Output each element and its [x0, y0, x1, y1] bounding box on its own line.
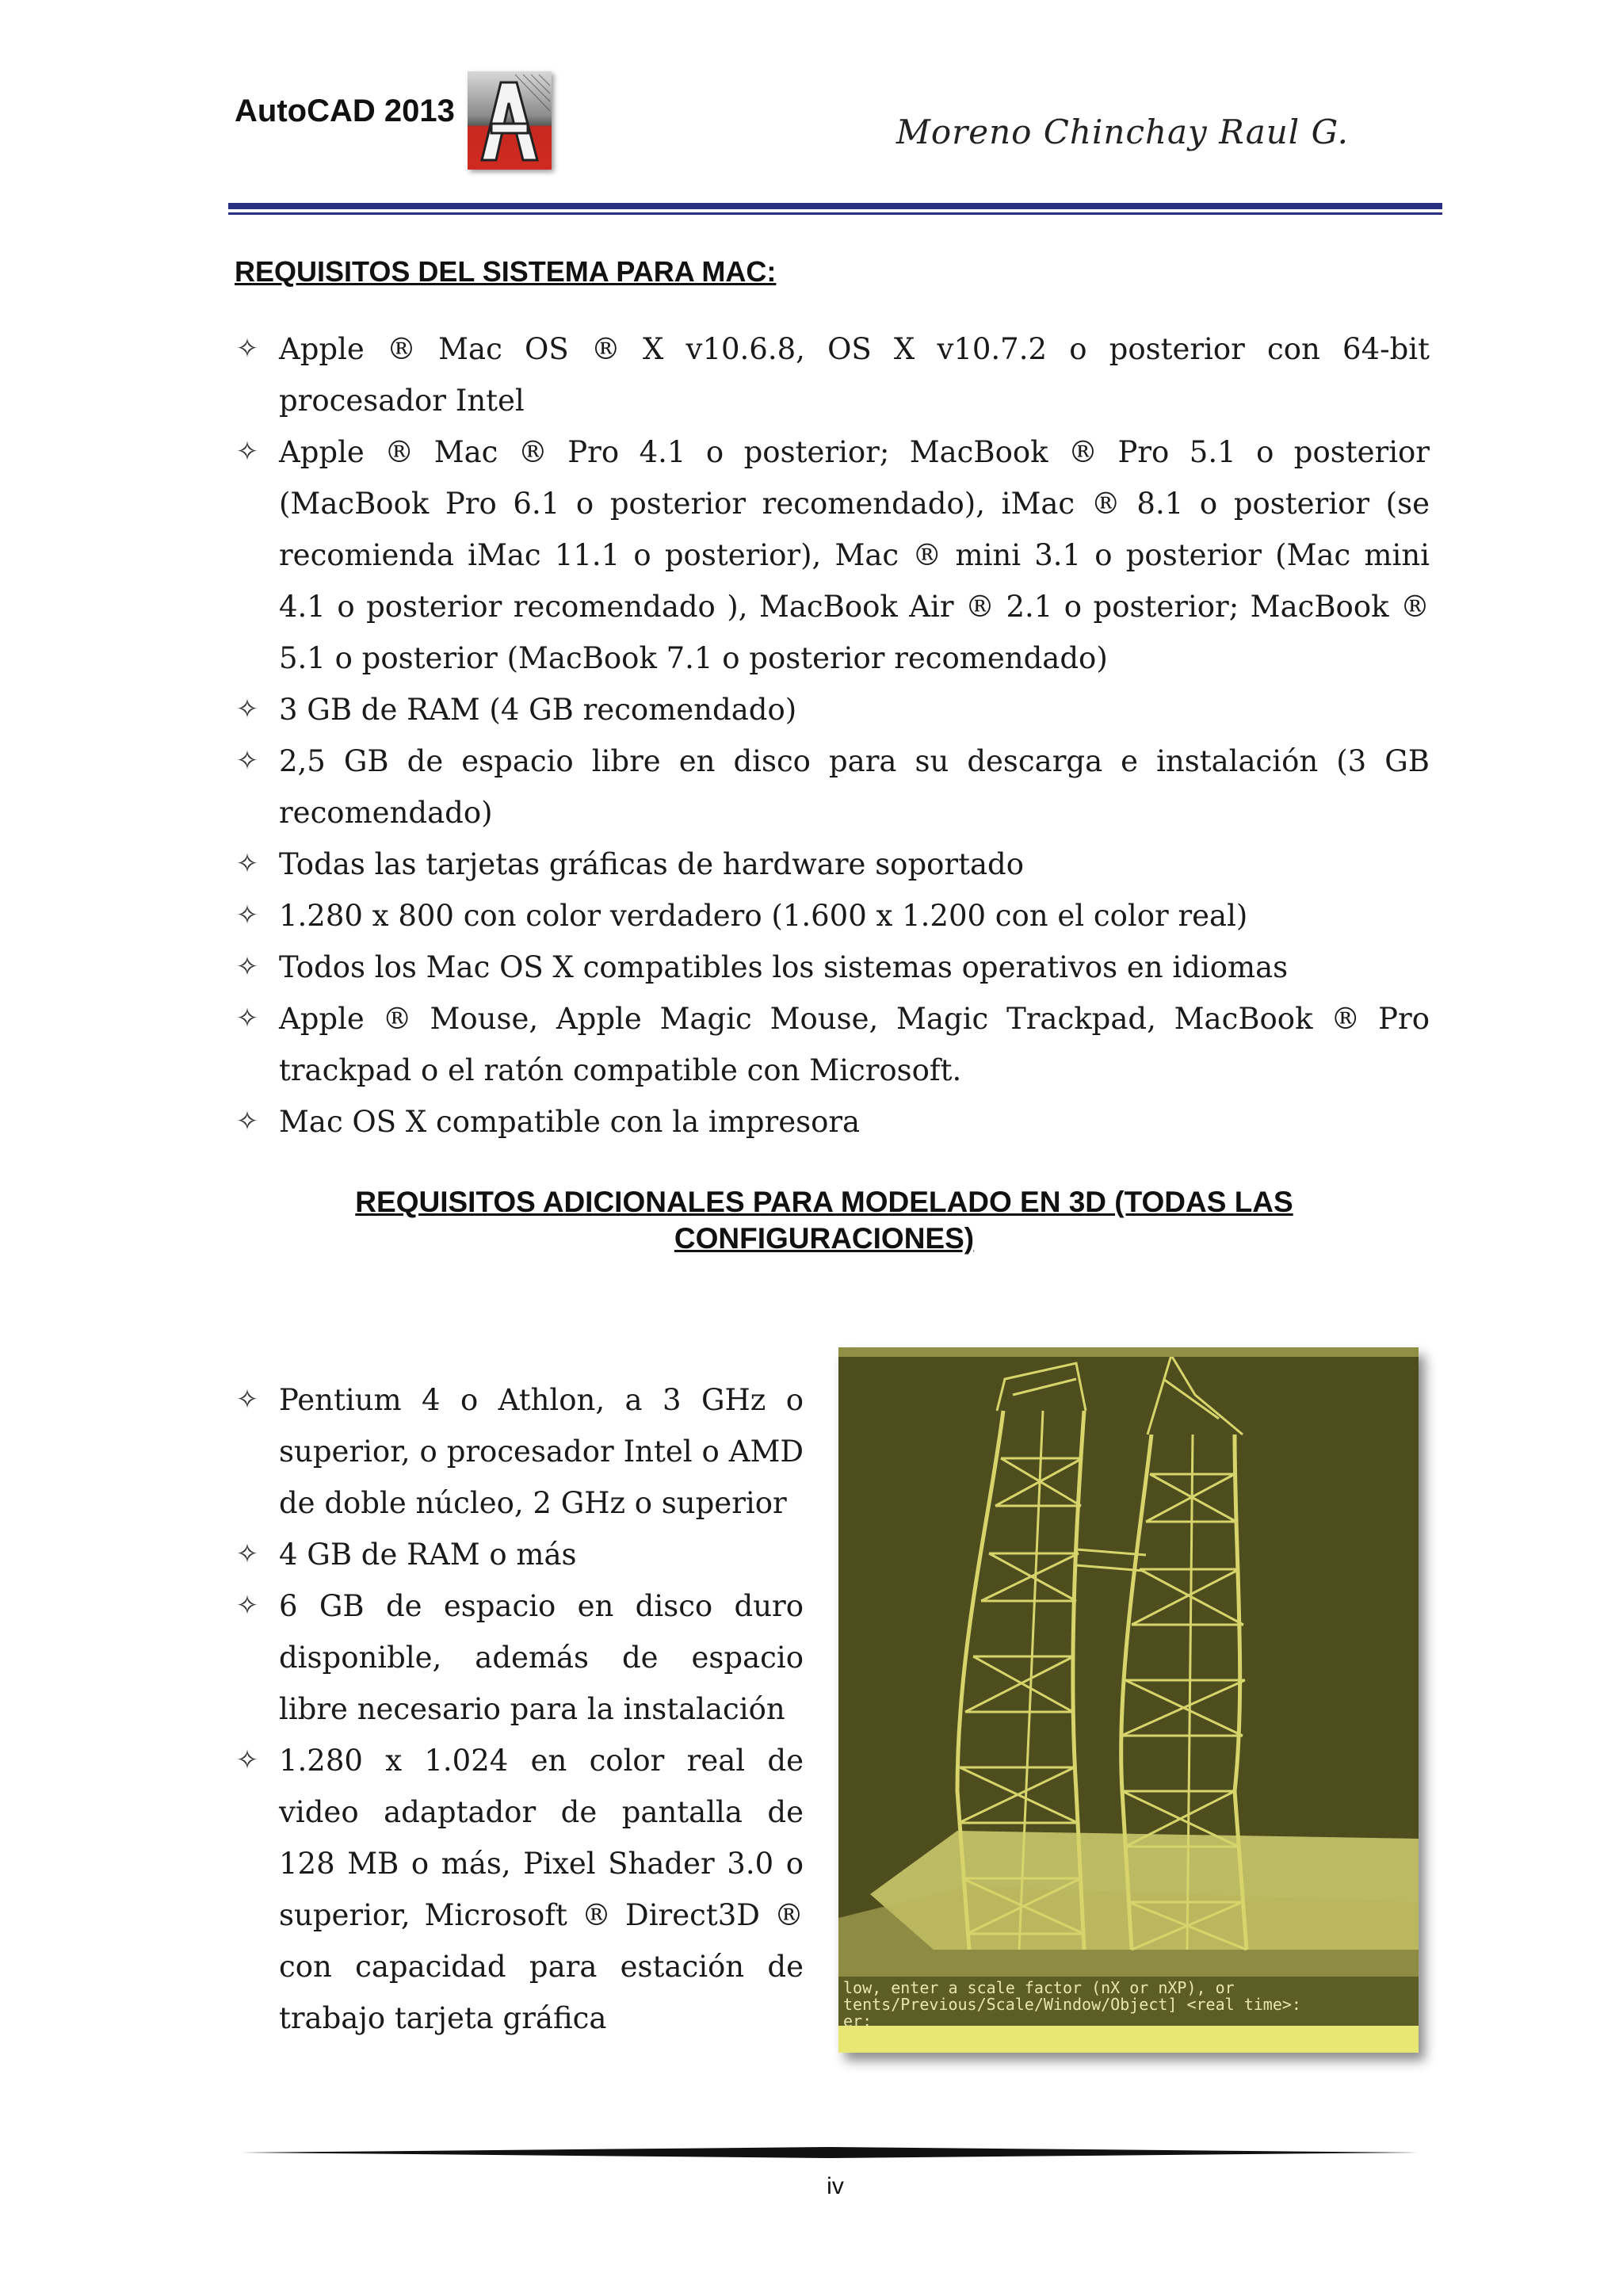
author-name: Moreno Chinchay Raul G. [896, 113, 1349, 151]
3d-requirements-list [231, 1374, 804, 2044]
sparkle-bullet-icon: ✧ [235, 1003, 259, 1034]
sparkle-bullet-icon: ✧ [235, 333, 259, 365]
list-item: ✧ 6 GB de espacio en disco duro disponible, además de espacio libre necesario para la instalación [231, 1580, 804, 1735]
mac-requirements-list [231, 323, 1430, 1148]
list-item: ✧ 4 GB de RAM o más [231, 1529, 804, 1580]
list-item: ✧ Todos los Mac OS X compatibles los sistemas operativos en idiomas [231, 942, 1430, 993]
list-item: ✧ Mac OS X compatible con la impresora [231, 1096, 1430, 1148]
tower-wireframe-drawing [838, 1347, 1419, 2053]
sparkle-bullet-icon: ✧ [235, 1106, 259, 1137]
list-item: ✧ 1.280 x 1.024 en color real de video adaptador de pantalla de 128 MB o más, Pixel Shader 3.0 o superior, Microsoft ® Direct3D ® con capacidad para estación de trabajo tarjeta gráfica [231, 1735, 804, 2044]
section-title-mac-requirements: REQUISITOS DEL SISTEMA PARA MAC: [235, 255, 777, 288]
list-item: ✧ 2,5 GB de espacio libre en disco para su descarga e instalación (3 GB recomendado) [231, 735, 1430, 839]
list-item: ✧ 1.280 x 800 con color verdadero (1.600 x 1.200 con el color real) [231, 890, 1430, 942]
header-divider [228, 203, 1442, 209]
list-item: ✧ Pentium 4 o Athlon, a 3 GHz o superior, o procesador Intel o AMD de doble núcleo, 2 GHz o superior [231, 1374, 804, 1529]
twin-towers-3d-render-icon [838, 1347, 1419, 2053]
sparkle-bullet-icon: ✧ [235, 693, 259, 725]
sparkle-bullet-icon: ✧ [235, 1590, 259, 1622]
list-item: ✧ Apple ® Mac ® Pro 4.1 o posterior; MacBook ® Pro 5.1 o posterior (MacBook Pro 6.1 o posterior recomendado), iMac ® 8.1 o posterior (se recomienda iMac 11.1 o posterior), Mac ® mini 3.1 o posterior (Mac mini 4.1 o posterior recomendado ), MacBook Air ® 2.1 o posterior; MacBook ® 5.1 o posterior (MacBook 7.1 o posterior recomendado) [231, 426, 1430, 684]
list-item: ✧ 3 GB de RAM (4 GB recomendado) [231, 684, 1430, 735]
autocad-logo-icon [468, 71, 552, 170]
sparkle-bullet-icon: ✧ [235, 951, 259, 983]
sparkle-bullet-icon: ✧ [235, 848, 259, 880]
sparkle-bullet-icon: ✧ [235, 436, 259, 468]
footer-divider [241, 2147, 1419, 2158]
list-item: ✧ Todas las tarjetas gráficas de hardware soportado [231, 839, 1430, 890]
sparkle-bullet-icon: ✧ [235, 745, 259, 777]
list-item: ✧ Apple ® Mouse, Apple Magic Mouse, Magic Trackpad, MacBook ® Pro trackpad o el ratón compatible con Microsoft. [231, 993, 1430, 1096]
section-title-3d-requirements: REQUISITOS ADICIONALES PARA MODELADO EN 3D (TODAS LAS CONFIGURACIONES) [355, 1186, 1293, 1255]
page-number: iv [827, 2173, 844, 2199]
viewport-top-bar [838, 1347, 1419, 1357]
command-line: low, enter a scale factor (nX or nXP), or tents/Previous/Scale/Window/Object] <real time>: er: [838, 1977, 1419, 2026]
command-input-bar [838, 2026, 1419, 2053]
list-item: ✧ Apple ® Mac OS ® X v10.6.8, OS X v10.7.2 o posterior con 64-bit procesador Intel [231, 323, 1430, 426]
app-name: AutoCAD 2013 [235, 94, 455, 128]
header-divider-thin [228, 212, 1442, 215]
sparkle-bullet-icon: ✧ [235, 1538, 259, 1570]
sparkle-bullet-icon: ✧ [235, 1384, 259, 1415]
sparkle-bullet-icon: ✧ [235, 1744, 259, 1776]
sparkle-bullet-icon: ✧ [235, 900, 259, 931]
